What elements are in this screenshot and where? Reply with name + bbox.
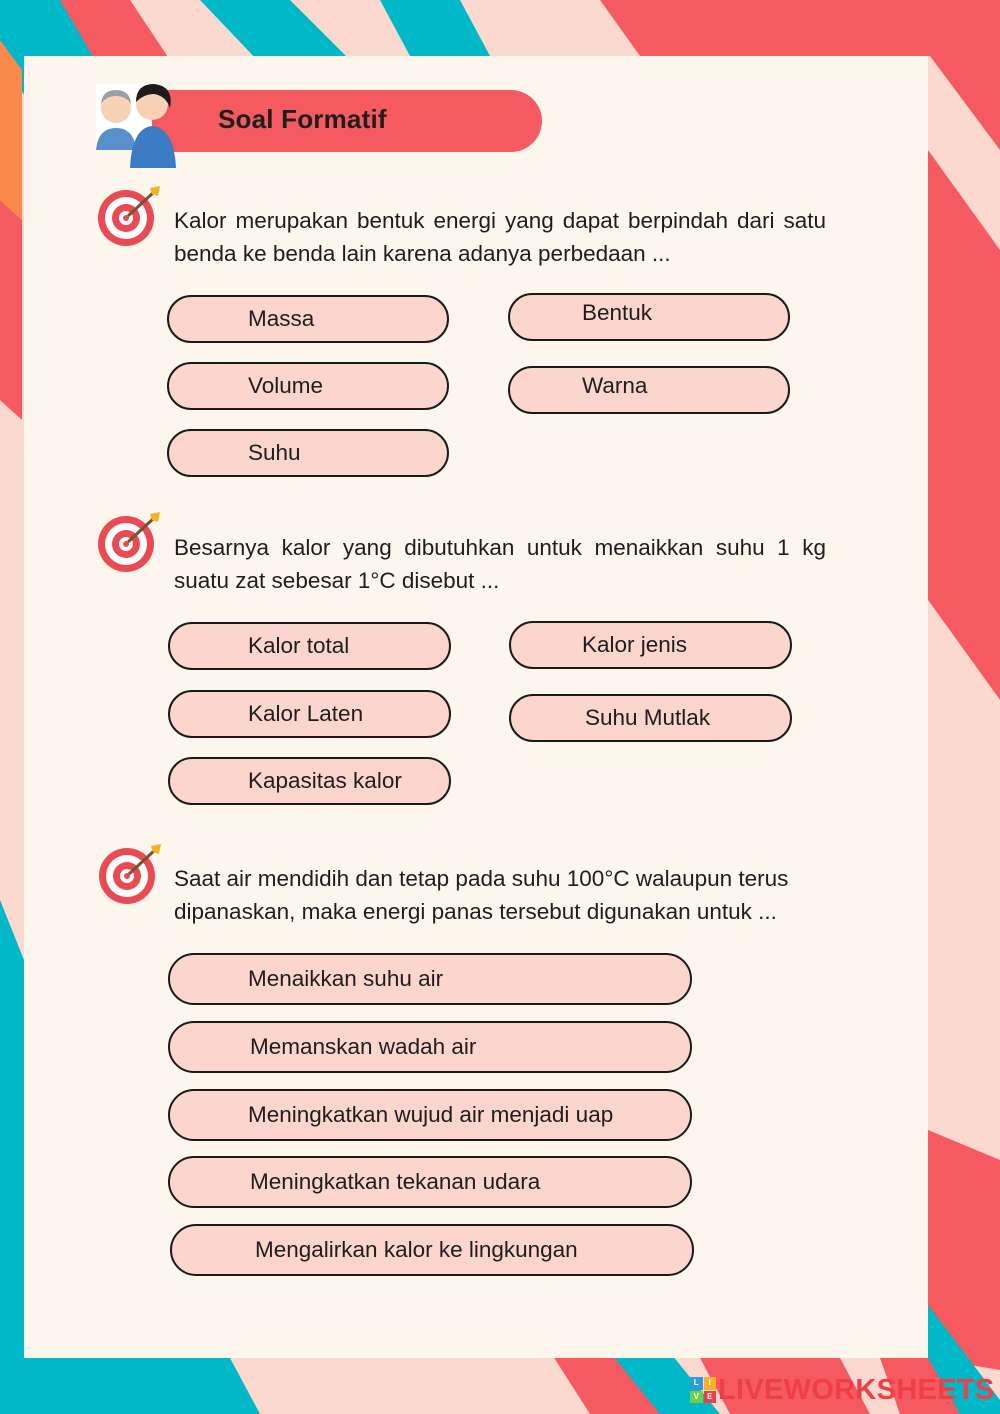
q1-option-warna[interactable]: Warna	[508, 366, 790, 414]
q1-option-massa[interactable]: Massa	[167, 295, 449, 343]
q3-option-meningkatkan-tekanan-udara[interactable]: Meningkatkan tekanan udara	[168, 1156, 692, 1208]
q2-option-kalor-laten[interactable]: Kalor Laten	[168, 690, 451, 738]
question-1-text: Kalor merupakan bentuk energi yang dapat berpindah dari satu benda ke benda lain karena adanya perbedaan ...	[174, 208, 826, 266]
q1-option-suhu[interactable]: Suhu	[167, 429, 449, 477]
question-3-text: Saat air mendidih dan tetap pada suhu 100°C walaupun terus dipanaskan, maka energi panas tersebut digunakan untuk ...	[174, 866, 789, 924]
q2-option-suhu-mutlak[interactable]: Suhu Mutlak	[509, 694, 792, 742]
q2-option-kalor-total[interactable]: Kalor total	[168, 622, 451, 670]
liveworksheets-logo[interactable]	[690, 1372, 995, 1408]
q3-option-mengalirkan-kalor[interactable]: Mengalirkan kalor ke lingkungan	[170, 1224, 694, 1276]
page-title: Soal Formatif	[218, 104, 387, 134]
target-dart-icon	[96, 184, 162, 250]
two-people-icon	[90, 78, 182, 168]
target-dart-icon	[96, 510, 162, 576]
q3-option-meningkatkan-wujud-air[interactable]: Meningkatkan wujud air menjadi uap	[168, 1089, 692, 1141]
q2-option-kapasitas-kalor[interactable]: Kapasitas kalor	[168, 757, 451, 805]
question-2-text: Besarnya kalor yang dibutuhkan untuk menaikkan suhu 1 kg suatu zat sebesar 1°C disebut ...	[174, 535, 826, 593]
target-dart-icon	[97, 842, 163, 908]
q3-option-menaikkan-suhu-air[interactable]: Menaikkan suhu air	[168, 953, 692, 1005]
q2-option-kalor-jenis[interactable]: Kalor jenis	[509, 621, 792, 669]
brand-badge-icon: L I V E	[690, 1377, 716, 1403]
q1-option-volume[interactable]: Volume	[167, 362, 449, 410]
q1-option-bentuk[interactable]: Bentuk	[508, 293, 790, 341]
brand-name: LIVEWORKSHEETS	[718, 1373, 995, 1406]
q3-option-memanaskan-wadah-air[interactable]: Memanskan wadah air	[168, 1021, 692, 1073]
